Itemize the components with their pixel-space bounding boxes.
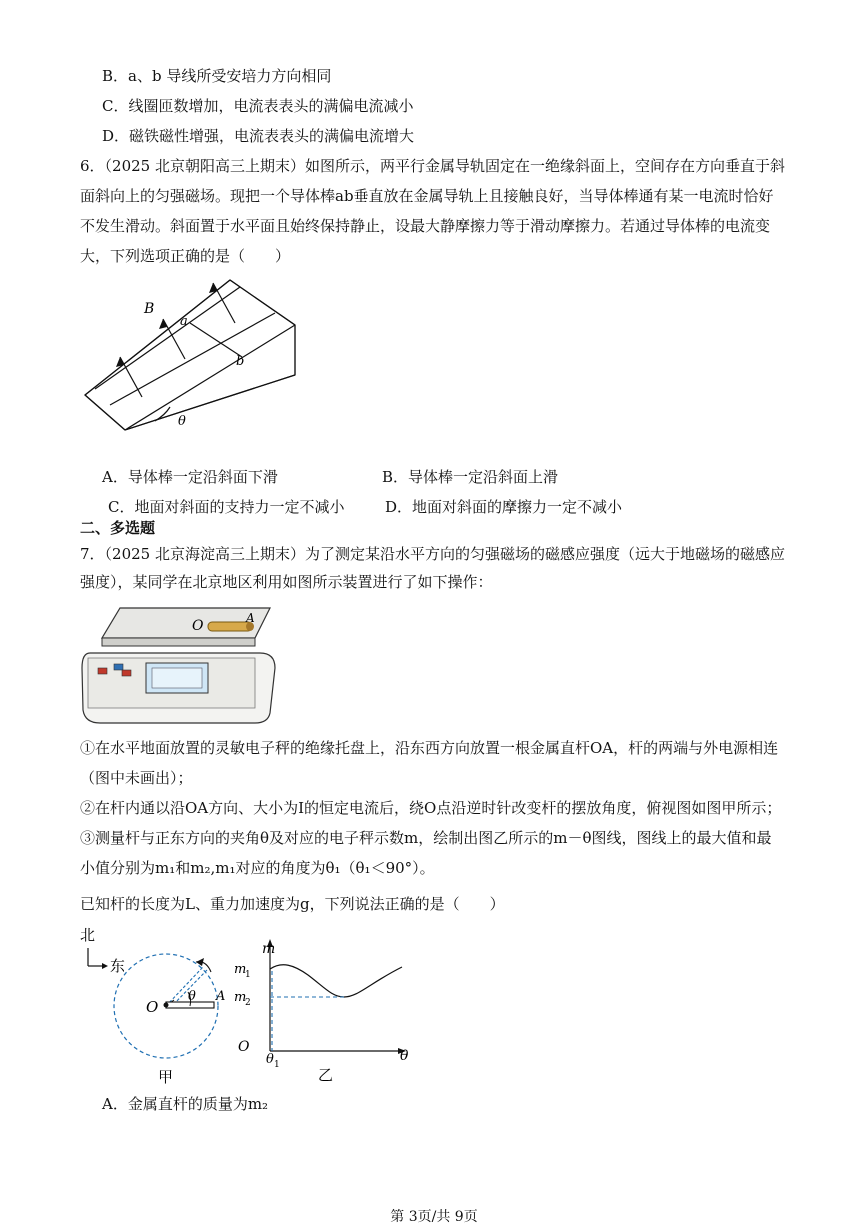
q7-step-1-cont: （图中未画出）； bbox=[80, 769, 193, 787]
q5-option-d: D．磁铁磁性增强，电流表表头的满偏电流增大 bbox=[102, 127, 415, 145]
q7-option-a: A．金属直杆的质量为m₂ bbox=[102, 1095, 269, 1113]
q6-label-a: a bbox=[180, 314, 188, 329]
section-title: 二、多选题 bbox=[80, 519, 156, 537]
yi-label-m1-sub: 1 bbox=[245, 970, 251, 980]
q6-label-b-field: B bbox=[144, 301, 155, 317]
q7-stem-line-2: 强度），某同学在北京地区利用如图所示装置进行了如下操作： bbox=[80, 573, 493, 591]
north-label: 北 bbox=[80, 926, 96, 944]
q6-incline-figure bbox=[80, 275, 310, 455]
q6-stem-line-4: 大，下列选项正确的是（ ） bbox=[80, 247, 291, 265]
q7-step-2: ②在杆内通以沿OA方向、大小为I的恒定电流后，绕O点沿逆时针改变杆的摆放角度，俯视图如图甲所示； bbox=[80, 799, 782, 817]
q7-stem-line-1: 7．（2025 北京海淀高三上期末）为了测定某沿水平方向的匀强磁场的磁感应强度（远大于地磁场的磁感应 bbox=[80, 545, 785, 563]
q6-option-d: D．地面对斜面的摩擦力一定不减小 bbox=[385, 498, 623, 516]
q7-scale-figure bbox=[80, 598, 280, 728]
q7-scale-label-o: O bbox=[192, 618, 204, 634]
yi-label-m2-sub: 2 bbox=[245, 998, 251, 1008]
jia-label-a: A bbox=[216, 989, 226, 1004]
q7-figure-jia bbox=[78, 922, 238, 1092]
q6-label-b: b bbox=[236, 354, 245, 369]
yi-axis-m: m bbox=[262, 941, 276, 957]
yi-origin: O bbox=[238, 1039, 250, 1055]
yi-caption: 乙 bbox=[318, 1066, 334, 1084]
yi-label-m2: m bbox=[234, 990, 247, 1005]
q6-option-c: C．地面对斜面的支持力一定不减小 bbox=[108, 498, 345, 516]
q6-label-theta: θ bbox=[178, 414, 186, 429]
q7-step-1: ①在水平地面放置的灵敏电子秤的绝缘托盘上，沿东西方向放置一根金属直杆OA，杆的两端与外电源相连 bbox=[80, 739, 779, 757]
page-footer: 第 3页/共 9页 bbox=[390, 1209, 478, 1225]
q6-option-a: A．导体棒一定沿斜面下滑 bbox=[102, 468, 278, 486]
yi-label-m1: m bbox=[234, 962, 247, 977]
q7-known-conditions: 已知杆的长度为L、重力加速度为g，下列说法正确的是（ ） bbox=[80, 895, 505, 913]
yi-label-theta1: θ bbox=[266, 1052, 274, 1067]
jia-label-theta: θ bbox=[188, 989, 196, 1004]
q6-option-b: B．导体棒一定沿斜面上滑 bbox=[382, 468, 559, 486]
q6-stem-line-3: 不发生滑动。斜面置于水平面且始终保持静止，设最大静摩擦力等于滑动摩擦力。若通过导体棒的电流变 bbox=[80, 217, 771, 235]
q7-step-3: ③测量杆与正东方向的夹角θ及对应的电子秤示数m，绘制出图乙所示的m－θ图线，图线上的最大值和最 bbox=[80, 829, 772, 847]
q6-stem-line-2: 面斜向上的匀强磁场。现把一个导体棒ab垂直放在金属导轨上且接触良好，当导体棒通有某一电流时恰好 bbox=[80, 187, 774, 205]
east-label: 东 bbox=[110, 957, 126, 975]
yi-axis-theta: θ bbox=[400, 1048, 409, 1064]
q7-step-3-cont: 小值分别为m₁和m₂,m₁对应的角度为θ₁（θ₁＜90°）。 bbox=[80, 859, 435, 877]
q5-option-b: B．a、b 导线所受安培力方向相同 bbox=[102, 67, 332, 85]
q6-stem-line-1: 6．（2025 北京朝阳高三上期末）如图所示，两平行金属导轨固定在一绝缘斜面上，空间存在方向垂直于斜 bbox=[80, 157, 785, 175]
q7-figure-yi bbox=[232, 935, 422, 1090]
jia-caption: 甲 bbox=[158, 1068, 174, 1086]
q5-option-c: C．线圈匝数增加，电流表表头的满偏电流减小 bbox=[102, 97, 414, 115]
jia-label-o: O bbox=[146, 998, 159, 1016]
yi-label-theta1-sub: 1 bbox=[274, 1060, 280, 1070]
q7-scale-label-a: A bbox=[246, 611, 255, 625]
